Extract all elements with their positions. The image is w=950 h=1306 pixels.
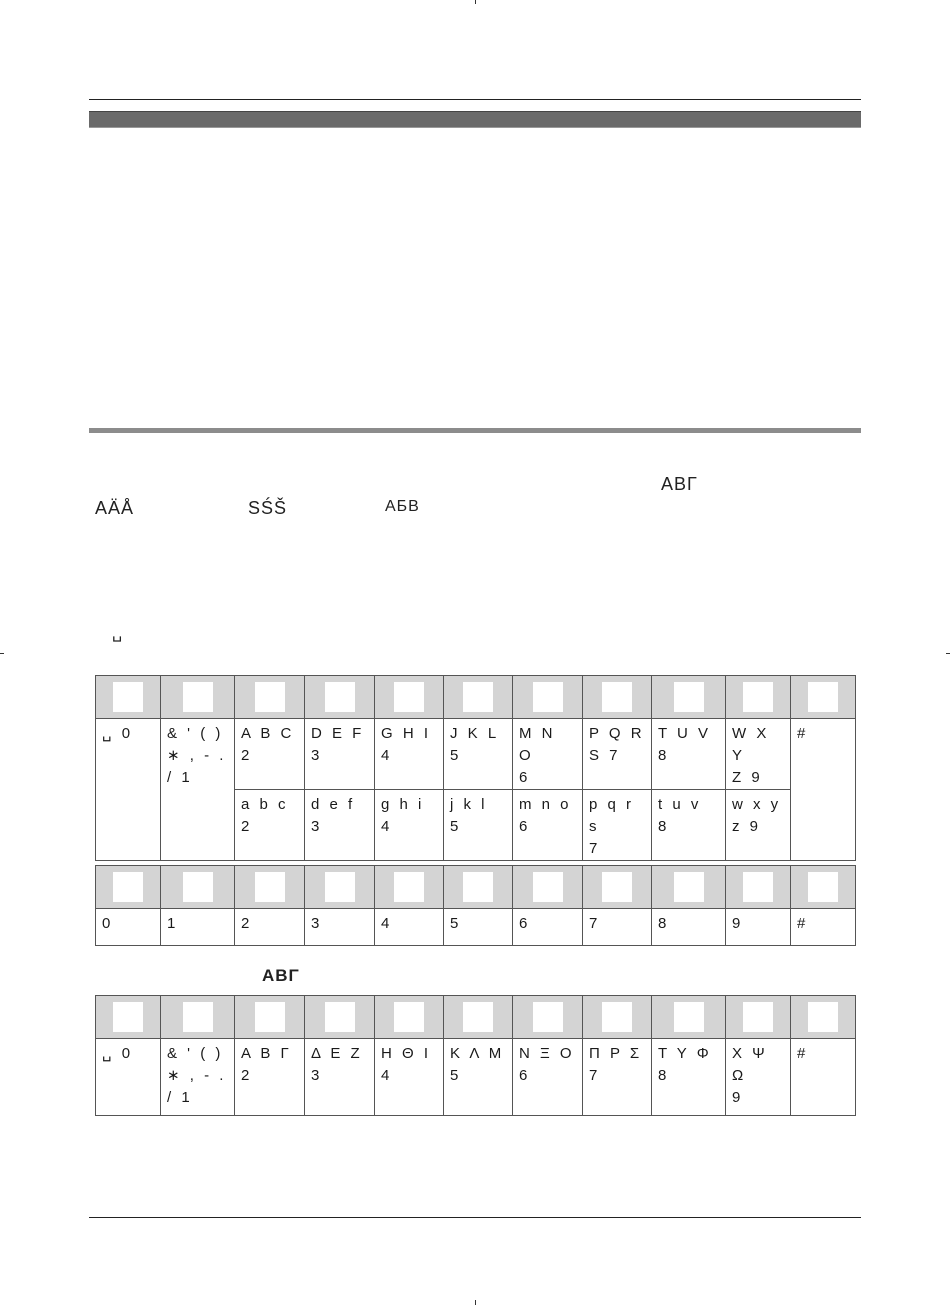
greek-mode-glyph: ΑΒΓ — [661, 474, 698, 494]
key-icon — [808, 872, 838, 902]
table-cell: Κ Λ Μ 5 — [450, 1045, 505, 1084]
table-cell: a b c 2 — [241, 796, 289, 835]
key-icon — [394, 1002, 424, 1032]
table-cell: 1 — [167, 915, 179, 932]
table-cell: g h i 4 — [381, 796, 425, 835]
table-cell: 7 — [589, 915, 601, 932]
greek-row — [96, 1039, 856, 1116]
key-icon — [674, 1002, 704, 1032]
key-header-row — [96, 676, 856, 719]
key-icon — [743, 872, 773, 902]
extended1-mode-glyph: AÄÅ — [95, 498, 135, 518]
key-icon — [255, 1002, 285, 1032]
table-cell: Π Ρ Σ 7 — [589, 1045, 643, 1084]
table-cell: A B C 2 — [241, 725, 295, 764]
table-cell: # — [797, 725, 809, 742]
table-cell: 3 — [311, 915, 323, 932]
alphabet-key-table — [95, 675, 856, 861]
table-cell: G H I 4 — [381, 725, 432, 764]
table-cell: # — [797, 915, 809, 932]
header-rule — [89, 99, 861, 100]
table-cell: # — [797, 1045, 809, 1062]
table-cell: m n o 6 — [519, 796, 572, 835]
footer-rule — [89, 1217, 861, 1218]
key-icon — [463, 872, 493, 902]
table-cell: Τ Υ Φ 8 — [658, 1045, 712, 1084]
key-icon — [255, 682, 285, 712]
key-icon — [674, 682, 704, 712]
key-icon — [602, 1002, 632, 1032]
key-header-row — [96, 866, 856, 909]
key-icon — [113, 1002, 143, 1032]
key-header-row — [96, 996, 856, 1039]
extended2-mode-glyph: SŚŠ — [248, 498, 288, 518]
crop-mark-top — [475, 0, 476, 4]
table-cell: T U V 8 — [658, 725, 712, 764]
key-icon — [533, 1002, 563, 1032]
table-cell: 6 — [519, 915, 531, 932]
key-icon — [325, 682, 355, 712]
key-icon — [533, 872, 563, 902]
key-icon — [743, 1002, 773, 1032]
table-cell: Α Β Γ 2 — [241, 1045, 292, 1084]
table-cell: w x y z 9 — [732, 796, 782, 835]
table-cell: j k l 5 — [450, 796, 488, 835]
table-cell: p q r s 7 — [589, 796, 635, 857]
table-cell: D E F 3 — [311, 725, 365, 764]
crop-mark-right — [946, 653, 950, 654]
key-icon — [463, 682, 493, 712]
table-cell: & ' ( ) ∗ , - . / 1 — [167, 725, 227, 786]
key-icon — [183, 682, 213, 712]
section-divider — [89, 428, 861, 433]
header-bar-underline — [89, 127, 861, 128]
numeric-row — [96, 909, 856, 946]
table-cell: M N O 6 — [519, 725, 556, 786]
key-icon — [325, 1002, 355, 1032]
key-icon — [255, 872, 285, 902]
table-cell: J K L 5 — [450, 725, 500, 764]
key-icon — [533, 682, 563, 712]
cyrillic-mode-glyph: АБВ — [385, 498, 420, 515]
greek-key-table — [95, 995, 856, 1116]
key-icon — [113, 872, 143, 902]
table-cell: t u v 8 — [658, 796, 702, 835]
table-cell: Χ Ψ Ω 9 — [732, 1045, 768, 1106]
table-cell: ␣ 0 — [102, 1045, 134, 1062]
key-icon — [113, 682, 143, 712]
table-cell: & ' ( ) ∗ , - . / 1 — [167, 1045, 227, 1106]
key-icon — [463, 1002, 493, 1032]
table-cell: 2 — [241, 915, 253, 932]
table-cell: d e f 3 — [311, 796, 356, 835]
table-cell: 4 — [381, 915, 393, 932]
header-bar — [89, 111, 861, 127]
key-icon — [394, 872, 424, 902]
table-cell: W X Y Z 9 — [732, 725, 770, 786]
table-cell: ␣ 0 — [102, 725, 134, 742]
key-icon — [183, 872, 213, 902]
key-icon — [808, 682, 838, 712]
crop-mark-bottom — [475, 1300, 476, 1305]
greek-table-label: ΑΒΓ — [262, 966, 300, 985]
space-symbol: ␣ — [112, 625, 123, 642]
key-icon — [394, 682, 424, 712]
table-cell: Η Θ Ι 4 — [381, 1045, 432, 1084]
numeric-key-table — [95, 865, 856, 946]
table-cell: 5 — [450, 915, 462, 932]
key-icon — [743, 682, 773, 712]
key-icon — [602, 872, 632, 902]
table-cell: Δ Ε Ζ 3 — [311, 1045, 363, 1084]
table-cell: 0 — [102, 915, 114, 932]
key-icon — [808, 1002, 838, 1032]
table-cell: 9 — [732, 915, 744, 932]
table-cell: 8 — [658, 915, 670, 932]
key-icon — [183, 1002, 213, 1032]
table-cell: Ν Ξ Ο 6 — [519, 1045, 575, 1084]
table-cell: P Q R S 7 — [589, 725, 645, 764]
key-icon — [602, 682, 632, 712]
key-icon — [325, 872, 355, 902]
crop-mark-left — [0, 653, 4, 654]
key-icon — [674, 872, 704, 902]
uppercase-row — [96, 719, 856, 790]
